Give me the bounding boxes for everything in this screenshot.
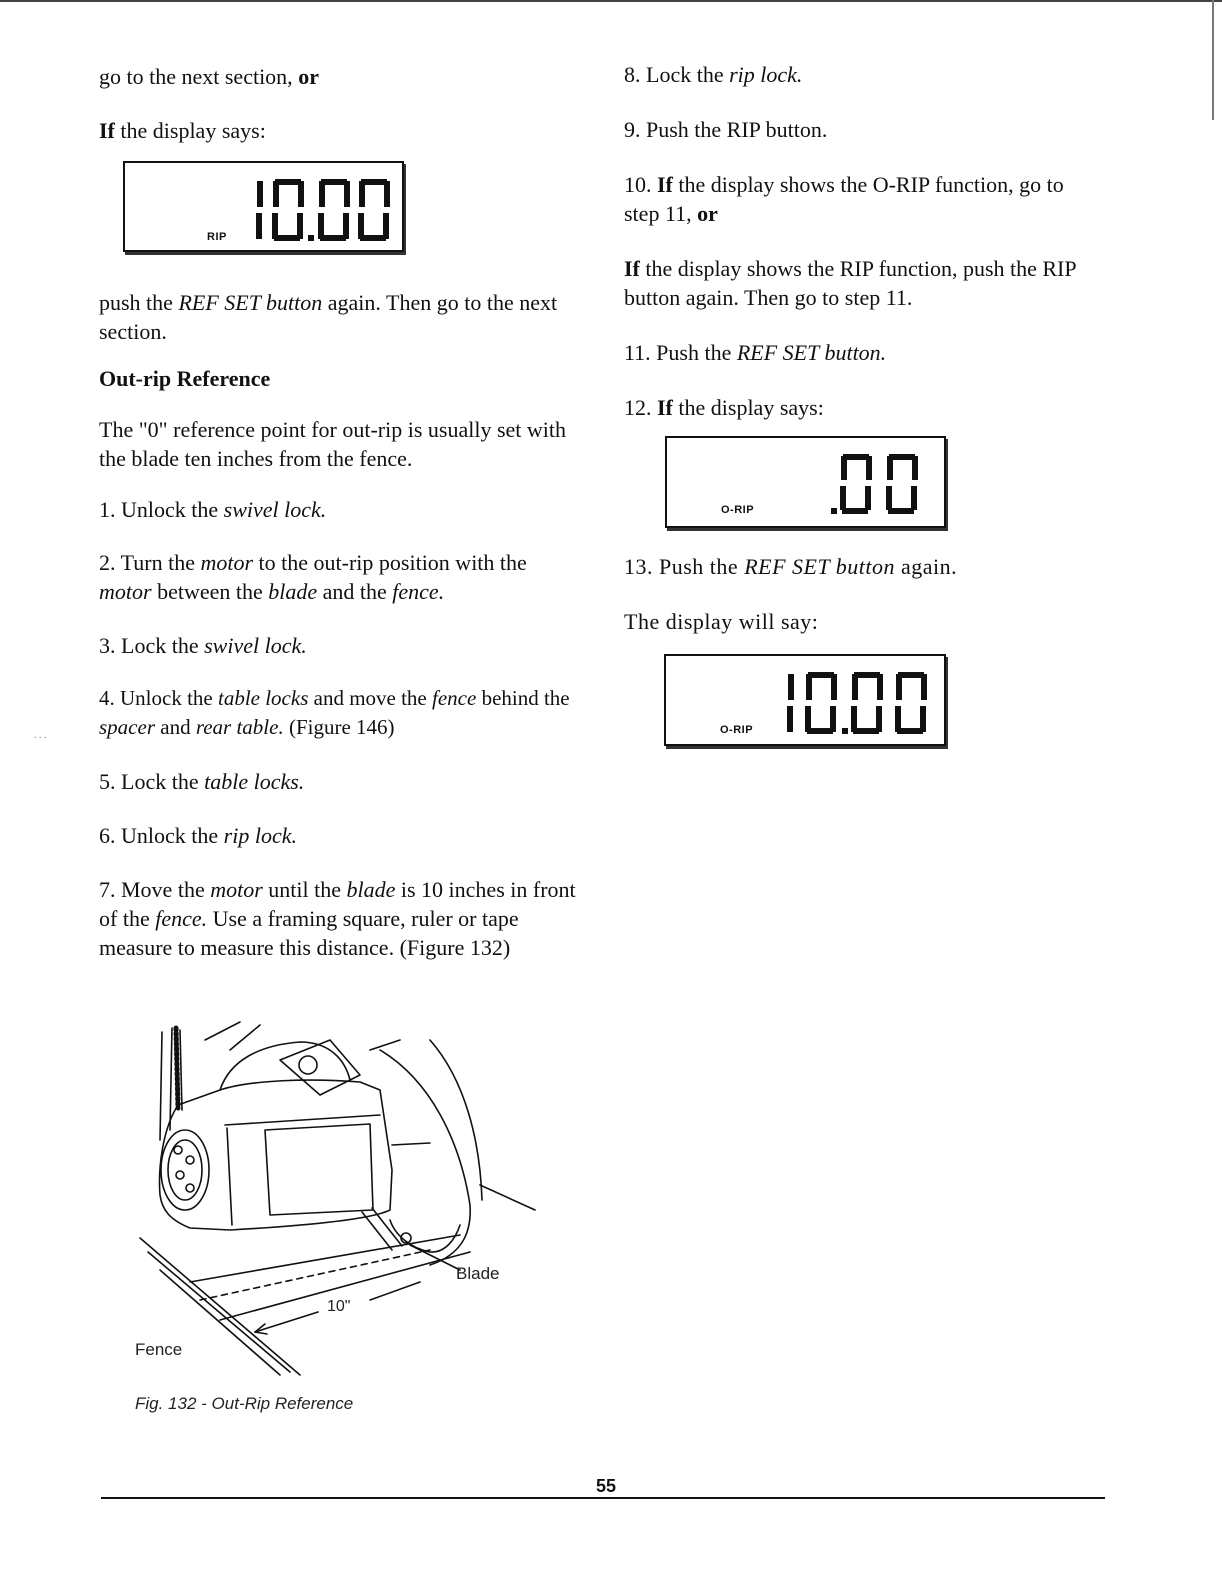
- lcd-digits: [829, 452, 941, 518]
- step-3: 3. Lock the swivel lock.: [99, 633, 307, 658]
- lcd-digits: [778, 668, 938, 738]
- step-9: 9. Push the RIP button.: [624, 117, 828, 142]
- step-13: 13. Push the REF SET button again.: [624, 554, 958, 579]
- section-heading: Out-rip Reference: [99, 366, 271, 391]
- left-column: [99, 62, 579, 962]
- paragraph-if-display: If the display says:: [99, 118, 266, 143]
- step-10-alt: If the display shows the RIP function, push the RIP button again. Then go to step 11.: [624, 256, 1076, 310]
- step-1: 1. Unlock the swivel lock.: [99, 497, 327, 522]
- figure-caption: Fig. 132 - Out-Rip Reference: [135, 1394, 354, 1413]
- figure-label-blade: Blade: [456, 1264, 500, 1283]
- figure-label-distance: 10": [327, 1298, 351, 1315]
- lcd-display-orip-ten: [664, 654, 946, 746]
- page-right-edge: [1212, 0, 1214, 120]
- step-6: 6. Unlock the rip lock.: [99, 823, 297, 848]
- step-2: 2. Turn the motor to the out-rip position with the motor between the blade and the fence.: [99, 550, 527, 604]
- scan-speckle: . . .: [34, 730, 47, 741]
- step-10: 10. If the display shows the O-RIP function, go to step 11, or: [624, 172, 1064, 226]
- lcd-label: O-RIP: [720, 724, 754, 736]
- footer-rule: [101, 1497, 1105, 1499]
- figure-label-fence: Fence: [135, 1340, 183, 1359]
- figure-out-rip-illustration: [130, 1020, 550, 1400]
- step-11: 11. Push the REF SET button.: [624, 340, 887, 365]
- lcd-display-rip: [123, 161, 404, 252]
- step-5: 5. Lock the table locks.: [99, 769, 305, 794]
- page-number: 55: [596, 1476, 617, 1496]
- lcd-display-orip-zero: [665, 436, 946, 528]
- step-7: 7. Move the motor until the blade is 10 inches in front of the fence. Use a framing square, ruler or tape measure to measure this distance. (Figure 132): [99, 877, 576, 960]
- right-column: [624, 60, 1094, 746]
- paragraph-next-section: go to the next section, or: [99, 64, 319, 89]
- step-8: 8. Lock the rip lock.: [624, 62, 803, 87]
- lcd-label: RIP: [207, 231, 227, 243]
- lcd-label: O-RIP: [721, 504, 755, 516]
- paragraph-push-ref-set: push the REF SET button again. Then go to the next section.: [99, 290, 558, 344]
- paragraph-intro: The "0" reference point for out-rip is usually set with the blade ten inches from the fence.: [99, 417, 566, 471]
- lcd-digits: [237, 175, 397, 245]
- step-4: 4. Unlock the table locks and move the fence behind the spacer and rear table. (Figure 146): [99, 686, 570, 739]
- step-12: 12. If the display says:: [624, 395, 824, 420]
- paragraph-display-will-say: The display will say:: [624, 609, 819, 634]
- page-top-edge: [0, 0, 1222, 2]
